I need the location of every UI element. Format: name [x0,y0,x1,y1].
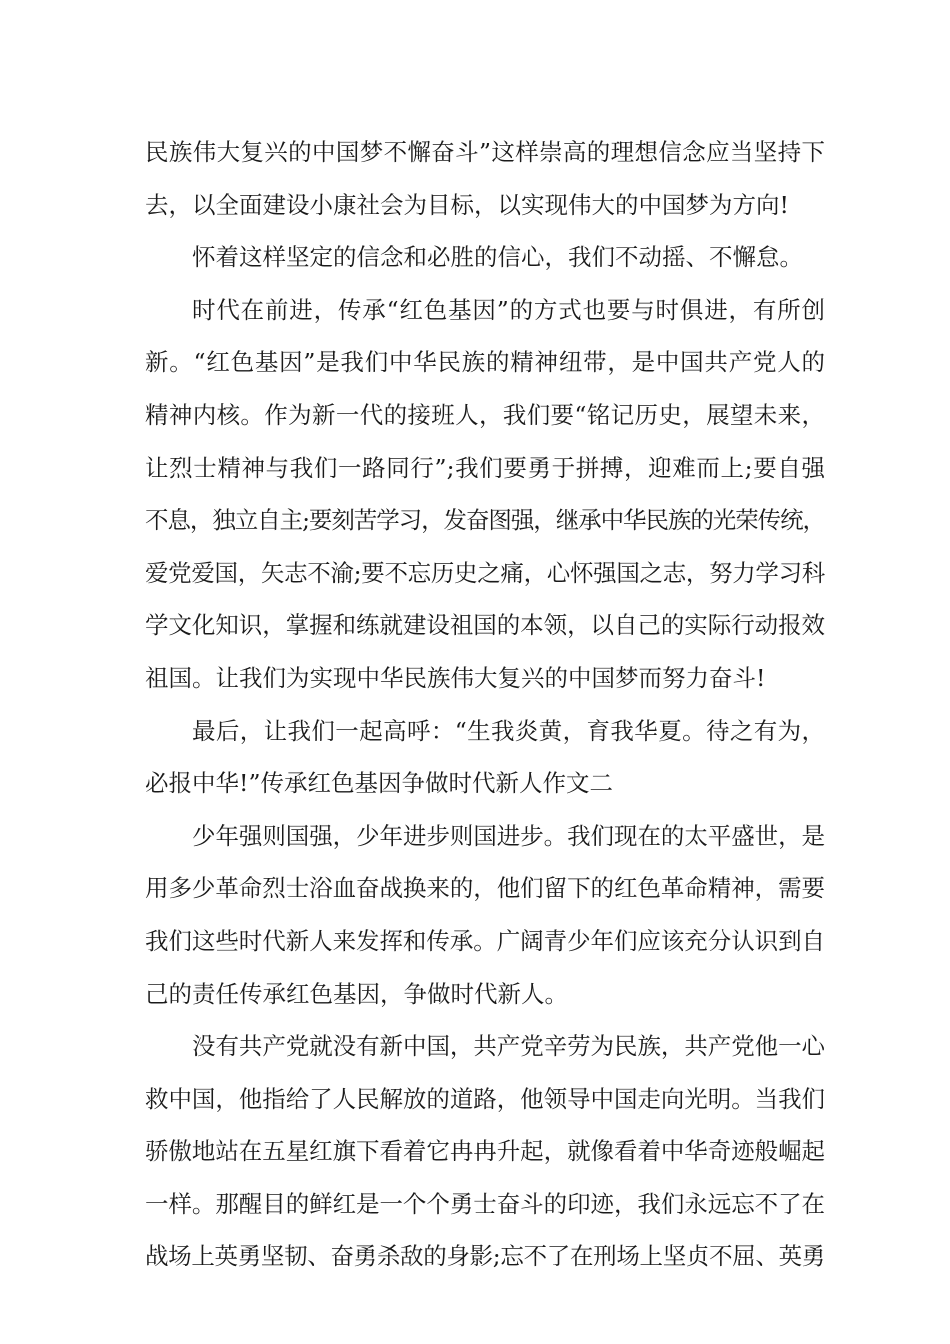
text-line: 民族伟大复兴的中国梦不懈奋斗”这样崇高的理想信念应当坚持下 [145,138,825,166]
text-line: 用多少革命烈士浴血奋战换来的，他们留下的红色革命精神，需要 [145,874,825,903]
paragraph-first-line: 少年强则国强，少年进步则国进步。我们现在的太平盛世，是 [192,821,825,850]
text-line: 让烈士精神与我们一路同行”;我们要勇于拼搏，迎难而上;要自强 [145,453,825,482]
text-line: 骄傲地站在五星红旗下看着它冉冉升起，就像看着中华奇迹般崛起 [145,1137,825,1166]
paragraph-first-line: 时代在前进，传承“红色基因”的方式也要与时俱进，有所创 [192,295,825,324]
text-line: 爱党爱国，矢志不渝;要不忘历史之痛，心怀强国之志，努力学习科 [145,558,825,587]
text-line: 救中国，他指给了人民解放的道路，他领导中国走向光明。当我们 [145,1084,825,1113]
text-line: 祖国。让我们为实现中华民族伟大复兴的中国梦而努力奋斗! [145,663,766,692]
text-line: 一样。那醒目的鲜红是一个个勇士奋斗的印迹，我们永远忘不了在 [145,1189,825,1218]
text-line: 己的责任传承红色基因，争做时代新人。 [145,979,568,1008]
paragraph-first-line: 怀着这样坚定的信念和必胜的信心，我们不动摇、不懈怠。 [192,243,803,272]
text-line: 不息，独立自主;要刻苦学习，发奋图强，继承中华民族的光荣传统， [145,506,825,535]
document-body-text [145,126,825,1283]
text-line: 精神内核。作为新一代的接班人，我们要“铭记历史，展望未来， [145,400,825,429]
text-line: 战场上英勇坚韧、奋勇杀敌的身影;忘不了在刑场上坚贞不屈、英勇 [145,1242,825,1271]
text-line: 必报中华!”传承红色基因争做时代新人作文二 [145,769,613,798]
text-line: 去，以全面建设小康社会为目标，以实现伟大的中国梦为方向! [145,190,789,219]
paragraph-first-line: 最后，让我们一起高呼：“生我炎黄，育我华夏。待之有为， [192,716,825,745]
text-line: 新。“红色基因”是我们中华民族的精神纽带，是中国共产党人的 [145,348,825,377]
text-line: 学文化知识，掌握和练就建设祖国的本领，以自己的实际行动报效 [145,611,825,640]
text-line: 我们这些时代新人来发挥和传承。广阔青少年们应该充分认识到自 [145,926,825,955]
paragraph-first-line: 没有共产党就没有新中国，共产党辛劳为民族，共产党他一心 [192,1032,825,1061]
